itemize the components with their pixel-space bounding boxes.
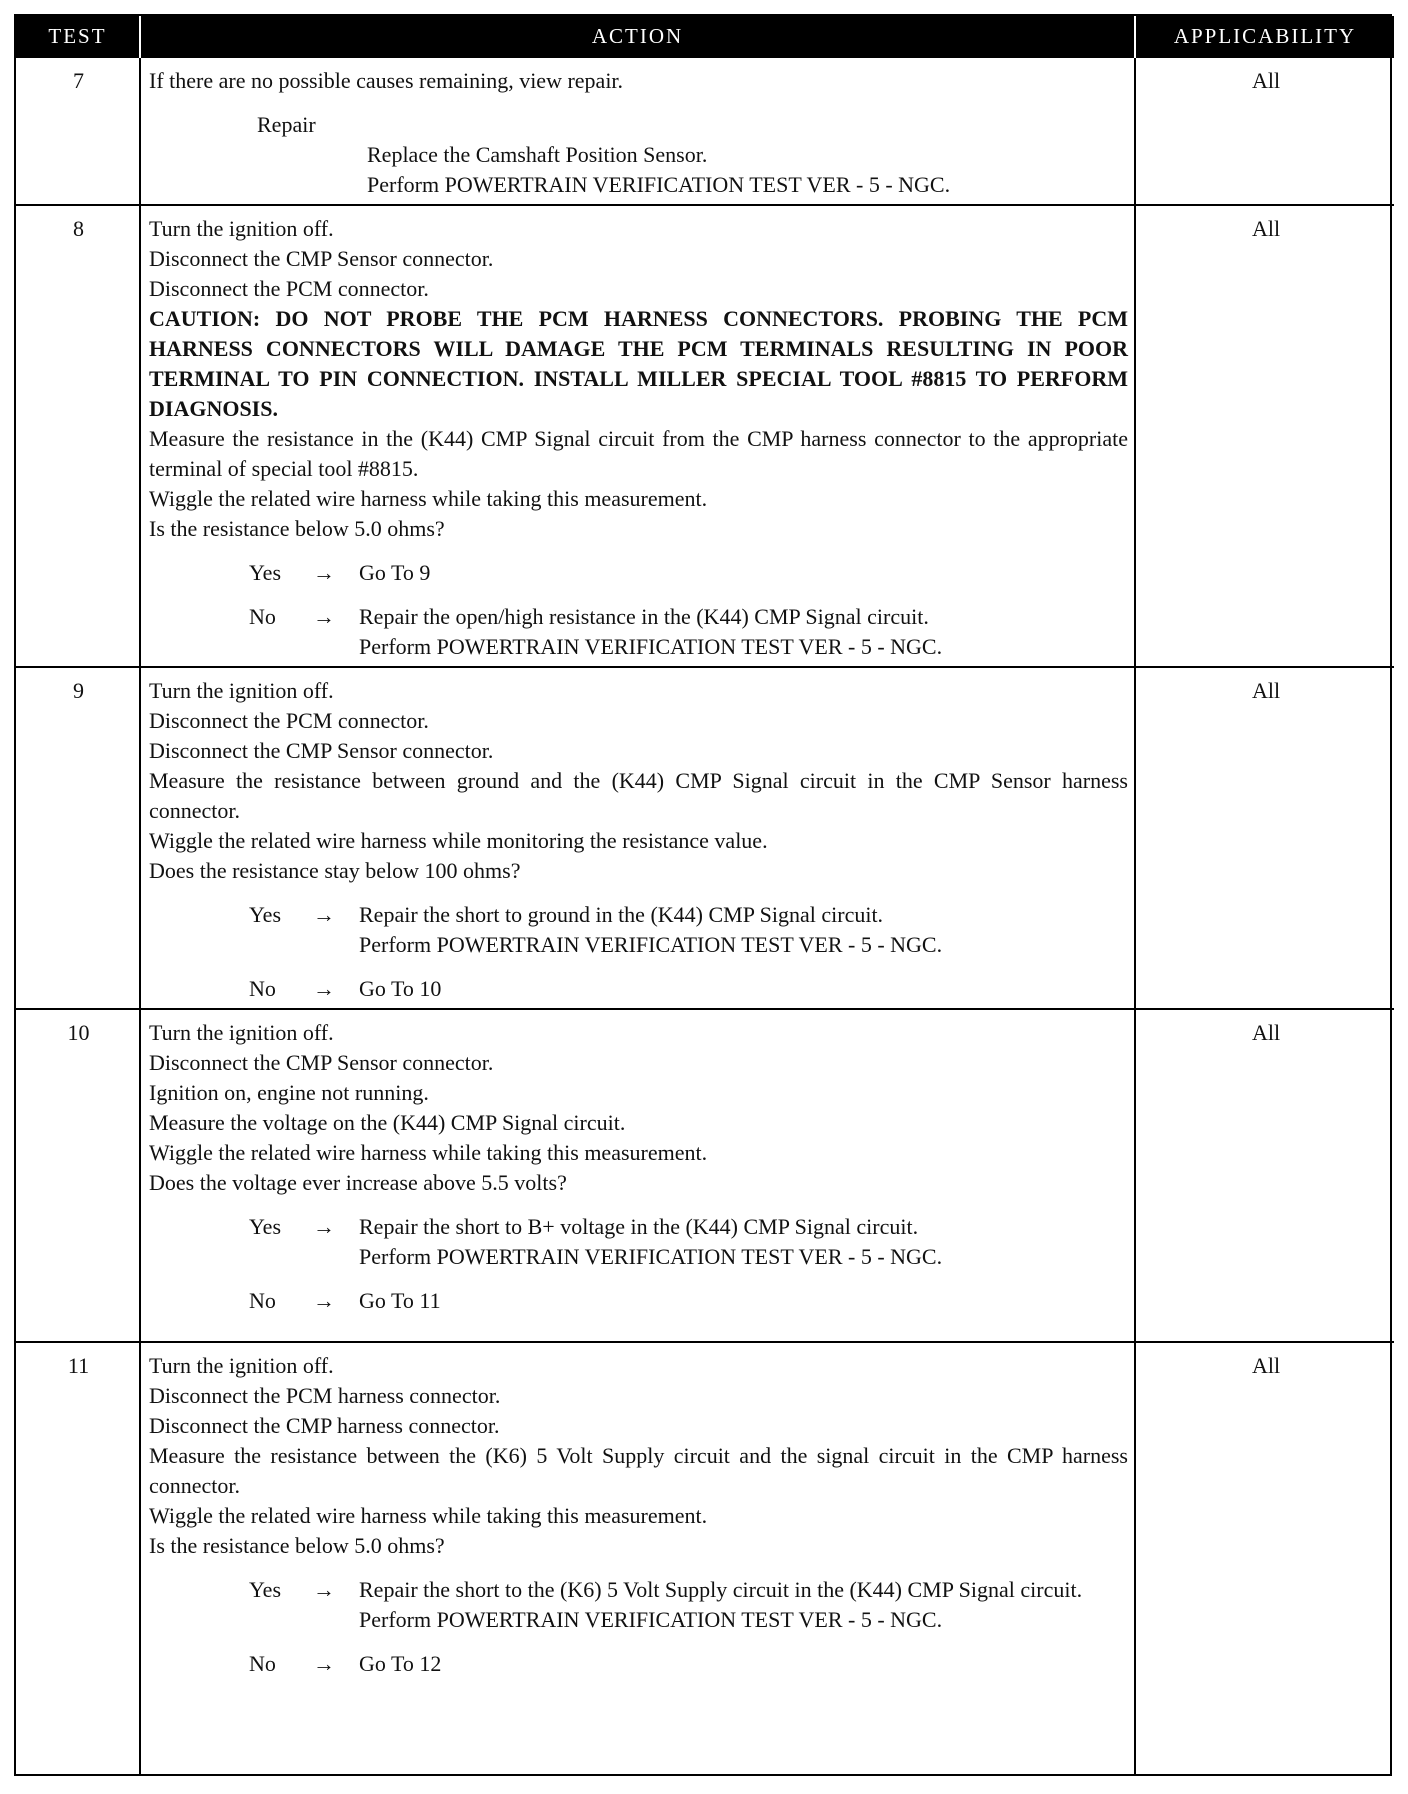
action-step: Disconnect the CMP Sensor connector. — [149, 246, 494, 271]
result-line: Perform POWERTRAIN VERIFICATION TEST VER - 5 - NGC. — [359, 1607, 943, 1632]
action-step: Does the voltage ever increase above 5.5 volts? — [149, 1170, 567, 1195]
repair-line: Replace the Camshaft Position Sensor. — [367, 142, 708, 167]
repair-text — [367, 140, 1128, 200]
action-step: Disconnect the CMP Sensor connector. — [149, 1050, 494, 1075]
applicability-cell: All — [1135, 1009, 1394, 1342]
action-cell — [140, 1009, 1135, 1342]
action-step: Wiggle the related wire harness while monitoring the resistance value. — [149, 828, 768, 853]
table-header-row — [16, 16, 1394, 57]
result-line: Go To 11 — [359, 1288, 441, 1313]
action-cell — [140, 57, 1135, 205]
action-step: Turn the ignition off. — [149, 678, 334, 703]
table-row — [16, 205, 1394, 667]
header-test: TEST — [16, 16, 140, 57]
yes-result — [149, 1575, 1128, 1635]
no-label: No — [249, 604, 276, 629]
repair-label: Repair — [257, 112, 316, 137]
action-step: If there are no possible causes remaining, view repair. — [149, 68, 624, 93]
applicability-cell: All — [1135, 667, 1394, 1009]
arrow-icon: → — [313, 604, 335, 629]
result-line: Perform POWERTRAIN VERIFICATION TEST VER - 5 - NGC. — [359, 634, 943, 659]
yes-result — [149, 558, 1128, 588]
test-number: 9 — [16, 667, 140, 1009]
action-step: Disconnect the CMP harness connector. — [149, 1413, 500, 1438]
arrow-icon: → — [313, 976, 335, 1001]
test-number: 11 — [16, 1342, 140, 1774]
no-result — [149, 1286, 1128, 1316]
yes-label: Yes — [249, 560, 282, 585]
table-row — [16, 667, 1394, 1009]
result-line: Go To 12 — [359, 1651, 442, 1676]
action-cell — [140, 205, 1135, 667]
action-step: Ignition on, engine not running. — [149, 1080, 429, 1105]
action-step: Disconnect the CMP Sensor connector. — [149, 738, 494, 763]
action-step: Is the resistance below 5.0 ohms? — [149, 516, 445, 541]
action-cell — [140, 667, 1135, 1009]
applicability-cell: All — [1135, 57, 1394, 205]
yes-label: Yes — [249, 1214, 282, 1239]
document-page — [14, 14, 1392, 1776]
yes-result — [149, 1212, 1128, 1272]
action-step: Turn the ignition off. — [149, 216, 334, 241]
header-applicability: APPLICABILITY — [1135, 16, 1394, 57]
result-line: Repair the short to B+ voltage in the (K44) CMP Signal circuit. — [359, 1214, 919, 1239]
action-step: Disconnect the PCM connector. — [149, 276, 429, 301]
test-number: 7 — [16, 57, 140, 205]
action-step: Does the resistance stay below 100 ohms? — [149, 858, 521, 883]
action-step: Turn the ignition off. — [149, 1353, 334, 1378]
arrow-icon: → — [313, 1577, 335, 1602]
yes-label: Yes — [249, 1577, 282, 1602]
no-label: No — [249, 1651, 276, 1676]
action-cell — [140, 1342, 1135, 1774]
action-step: Turn the ignition off. — [149, 1020, 334, 1045]
test-number: 10 — [16, 1009, 140, 1342]
no-result — [149, 974, 1128, 1004]
action-step: Measure the resistance in the (K44) CMP Signal circuit from the CMP harness connector to the appropriate terminal of special tool #8815. — [149, 426, 1128, 481]
action-step: Wiggle the related wire harness while taking this measurement. — [149, 486, 708, 511]
no-result — [149, 602, 1128, 662]
diagnostic-test-table — [16, 16, 1394, 1774]
arrow-icon: → — [313, 1651, 335, 1676]
action-step: Measure the resistance between the (K6) 5 Volt Supply circuit and the signal circuit in the CMP harness connector. — [149, 1443, 1128, 1498]
table-row — [16, 1342, 1394, 1774]
result-line: Perform POWERTRAIN VERIFICATION TEST VER - 5 - NGC. — [359, 1244, 943, 1269]
arrow-icon: → — [313, 1288, 335, 1313]
applicability-cell: All — [1135, 205, 1394, 667]
arrow-icon: → — [313, 1214, 335, 1239]
action-step: Disconnect the PCM harness connector. — [149, 1383, 501, 1408]
table-row — [16, 57, 1394, 205]
repair-line: Perform POWERTRAIN VERIFICATION TEST VER - 5 - NGC. — [367, 172, 951, 197]
header-action: ACTION — [140, 16, 1135, 57]
result-line: Repair the short to ground in the (K44) CMP Signal circuit. — [359, 902, 884, 927]
result-line: Go To 10 — [359, 976, 442, 1001]
action-step: Disconnect the PCM connector. — [149, 708, 429, 733]
yes-label: Yes — [249, 902, 282, 927]
arrow-icon: → — [313, 560, 335, 585]
no-result — [149, 1649, 1128, 1679]
caution-notice: CAUTION: DO NOT PROBE THE PCM HARNESS CONNECTORS. PROBING THE PCM HARNESS CONNECTORS WILL DAMAGE THE PCM TERMINALS RESULTING IN POOR TERMINAL TO PIN CONNECTION. INSTALL MILLER SPECIAL TOOL #8815 TO PERFORM DIAGNOSIS. — [149, 306, 1128, 421]
action-step: Is the resistance below 5.0 ohms? — [149, 1533, 445, 1558]
result-line: Repair the open/high resistance in the (K44) CMP Signal circuit. — [359, 604, 929, 629]
result-line: Go To 9 — [359, 560, 431, 585]
no-label: No — [249, 1288, 276, 1313]
action-step: Wiggle the related wire harness while taking this measurement. — [149, 1140, 708, 1165]
result-line: Repair the short to the (K6) 5 Volt Supply circuit in the (K44) CMP Signal circuit. — [359, 1577, 1083, 1602]
arrow-icon: → — [313, 902, 335, 927]
no-label: No — [249, 976, 276, 1001]
result-line: Perform POWERTRAIN VERIFICATION TEST VER - 5 - NGC. — [359, 932, 943, 957]
applicability-cell: All — [1135, 1342, 1394, 1774]
table-row — [16, 1009, 1394, 1342]
action-step: Wiggle the related wire harness while taking this measurement. — [149, 1503, 708, 1528]
yes-result — [149, 900, 1128, 960]
action-step: Measure the voltage on the (K44) CMP Signal circuit. — [149, 1110, 626, 1135]
test-number: 8 — [16, 205, 140, 667]
action-step: Measure the resistance between ground and the (K44) CMP Signal circuit in the CMP Sensor harness connector. — [149, 768, 1128, 823]
